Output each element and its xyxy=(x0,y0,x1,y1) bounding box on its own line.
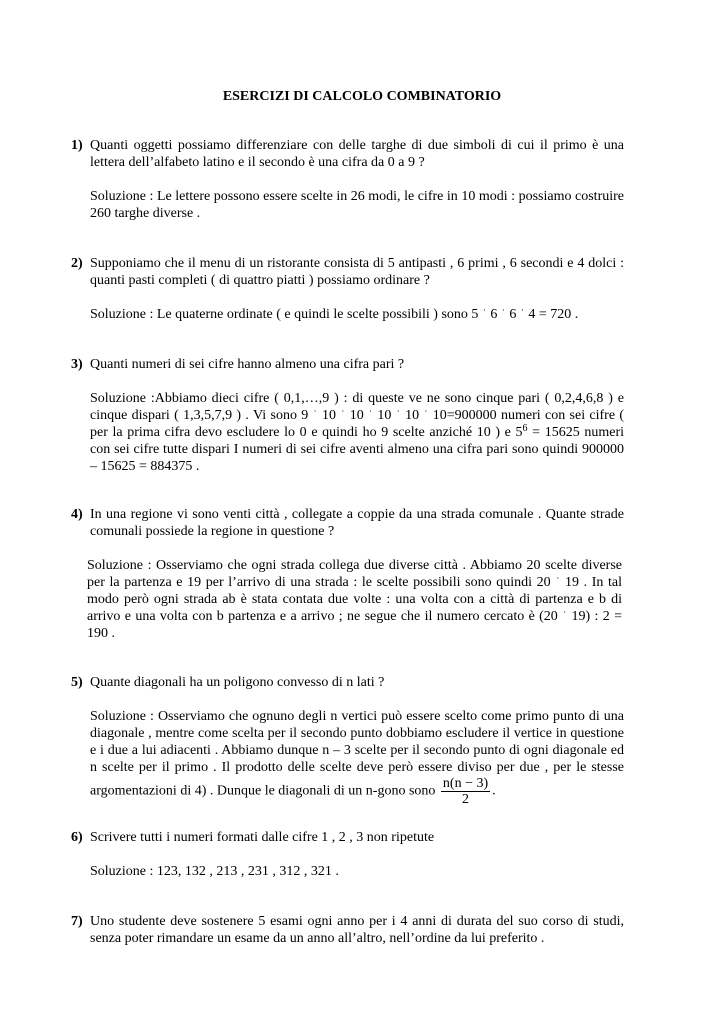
exercise-number: 2) xyxy=(71,256,83,271)
exercise-6 xyxy=(71,829,624,880)
exercise-solution: Soluzione : Osserviamo che ognuno degli n vertici può essere scelto come primo punto di una diagonale , mentre come scelta per il secondo punto dobbiamo escludere il vertice in questione e i due a lui adiacenti . Abbiamo dunque n – 3 scelte per il secondo punto di ogni diagonale ed n scelte per il primo . Il prodotto delle scelte deve però essere diviso per due , per le stesse argomentazioni di 4) . Dunque le diagonali di un n-gono sono $\frac{n(n - 3)}{2}$ . xyxy=(90,709,624,807)
exercise-solution: Soluzione : Osserviamo che ogni strada collega due diverse città . Abbiamo 20 scelte diverse per la partenza e 19 per l’arrivo di una strada : le scelte possibili sono quindi 20 · 19 . In tal modo però ogni strada ab è stata contata due volte : una volta con a città di partenza e b di arrivo e una volta con b partenza e a arrivo ; ne segue che il numero cercato è (20 · 19) : 2 = 190 . xyxy=(87,558,623,641)
exercise-solution: Soluzione : Le quaterne ordinate ( e quindi le scelte possibili ) sono 5 · 6 · 6 · 4 = 720 . xyxy=(90,305,579,322)
fraction-denominator: 2 xyxy=(462,792,470,807)
exercise-5 xyxy=(71,674,624,807)
fraction-numerator: n(n − 3) xyxy=(442,776,489,791)
page-title: ESERCIZI DI CALCOLO COMBINATORIO xyxy=(222,89,502,104)
exercise-question: Uno studente deve sostenere 5 esami ogni anno per i 4 anni di durata del suo corso di studi, senza poter rimandare un esame da un anno all’altro, nell’ordine da lui preferito . xyxy=(90,914,624,946)
exercise-number: 3) xyxy=(71,357,83,372)
exercise-7 xyxy=(71,913,624,947)
exercise-number: 6) xyxy=(71,830,83,845)
fraction xyxy=(441,776,490,807)
exercise-number: 1) xyxy=(71,138,83,153)
exercise-question: Scrivere tutti i numeri formati dalle cifre 1 , 2 , 3 non ripetute xyxy=(90,830,435,845)
exercise-1 xyxy=(71,137,624,222)
exercise-4 xyxy=(71,506,624,642)
exercise-number: 7) xyxy=(71,914,83,929)
exercise-question: In una regione vi sono venti città , collegate a coppie da una strada comunale . Quante strade comunali possiede la regione in questione ? xyxy=(90,507,624,539)
exercise-question: Quanti oggetti possiamo differenziare con delle targhe di due simboli di cui il primo è una lettera dell’alfabeto latino e il secondo è una cifra da 0 a 9 ? xyxy=(90,138,624,170)
exercise-question: Quanti numeri di sei cifre hanno almeno una cifra pari ? xyxy=(90,357,405,372)
exercise-number: 5) xyxy=(71,675,83,690)
exercise-question: Supponiamo che il menu di un ristorante consista di 5 antipasti , 6 primi , 6 secondi e 4 dolci : quanti pasti completi ( di quattro piatti ) possiamo ordinare ? xyxy=(90,256,624,288)
exercise-question: Quante diagonali ha un poligono convesso di n lati ? xyxy=(90,675,385,690)
exercise-solution: Soluzione :Abbiamo dieci cifre ( 0,1,…,9 ) : di queste ve ne sono cinque pari ( 0,2,4,6,8 ) e cinque dispari ( 1,3,5,7,9 ) . Vi sono 9 · 10 · 10 · 10 · 10 · 10=900000 numeri con sei cifre ( per la prima cifra devo escludere lo 0 e quindi ho 9 scelte anziché 10 ) e $5^6 = 15625$ numeri con sei cifre tutte dispari I numeri di sei cifre aventi almeno una cifra pari sono quindi 900000 – 15625 = 884375 . xyxy=(90,391,625,474)
exercise-solution: Soluzione : Le lettere possono essere scelte in 26 modi, le cifre in 10 modi : possiamo costruire 260 targhe diverse . xyxy=(90,189,624,221)
exercise-number: 4) xyxy=(71,507,83,522)
exercise-3 xyxy=(71,356,624,475)
exercise-2 xyxy=(71,255,624,323)
exercise-solution: Soluzione : 123, 132 , 213 , 231 , 312 , 321 . xyxy=(90,864,339,879)
